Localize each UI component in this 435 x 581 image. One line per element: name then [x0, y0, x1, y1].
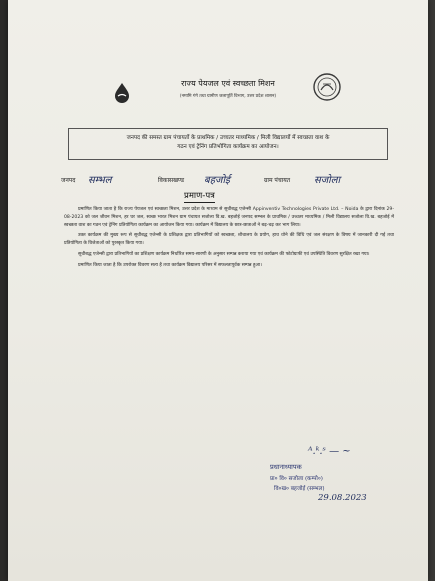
block-value: बहजोई [204, 175, 230, 186]
panchayat-label: ग्राम पंचायत [264, 177, 291, 184]
body-paragraph-4: प्रमाणित किया जाता है कि उपरोक्त विवरण सत्य है तथा कार्यक्रम विद्यालय परिसर में सफलतापूर्वक सम्पन्न हुआ। [78, 262, 262, 268]
subject-line-2: गठन एवं ट्रेनिंग प्रतिभोगिता कार्यक्रम का आयोजन। [177, 144, 279, 150]
header-subtitle: (नमामि गंगे तथा ग्रामीण जलापूर्ति विभाग, उत्तर प्रदेश शासन) [179, 94, 277, 99]
document-page [8, 0, 428, 581]
subject-box [68, 128, 388, 160]
panchayat-value: सजोला [314, 175, 341, 186]
background-right [428, 0, 435, 581]
signature-date: 29.08.2023 [318, 493, 367, 503]
background-left [0, 0, 8, 581]
body-paragraph-3: सूचीबद्ध एजेन्सी द्वारा प्रतिभागियों का प्रशिक्षण कार्यक्रम निर्धारित समय-सारणी के अनुसार सम्पन्न कराया गया एवं कार्यक्रम की फोटोग्राफी एवं उपस्थिति विवरण सुरक्षित रखा गया। [78, 251, 370, 257]
stamp-line-2: प्रा० वि० सजोला (कम्पो०) [270, 476, 323, 482]
certificate-title: प्रमाण-पत्र [184, 191, 215, 201]
certificate-body [64, 206, 394, 273]
block-label: विकासखण्ड [158, 177, 185, 184]
body-paragraph-2: उक्त कार्यक्रम की मुख्य रूप से सूचीबद्ध एजेन्सी के प्रशिक्षक द्वारा प्रतिभागियों को स्वच्छता, शौचालय के प्रयोग, हाथ धोने की विधि एवं जल संरक्षण के विषय में जानकारी दी गई तथा प्रतियोगिता के विजेताओं को पुरस्कृत किया गया। [64, 233, 394, 247]
district-value: सम्भल [88, 175, 112, 186]
header-title: राज्य पेयजल एवं स्वच्छता मिशन [181, 79, 275, 88]
signature: ᴬ.ᵏ.ˢ — ~ [308, 446, 351, 457]
subject-line-1: जनपद की समस्त ग्राम पंचायतों के प्राथमिक / उच्चतर माध्यमिक / मिली विद्यालयों में स्वच्छता वाश के [126, 135, 330, 141]
body-paragraph-1: प्रमाणित किया जाता है कि राज्य पेयजल एवं स्वच्छता मिशन, उत्तर प्रदेश के माध्यम से सूचीबद्ध एजेन्सी Appinventiv Technologies Private Ltd. – Noida के द्वारा दिनांक 29-08-2023 को जल जीवन मिशन, हर घर जल, स्वच्छ भारत मिशन ग्राम पंचायत सजोला वि.ख. बहजोई जनपद सम्भल के प्राथमिक / उच्चतर माध्यमिक / मिली विद्यालय सजोला वि.ख. बहजोई में स्वच्छता वाश का गठन एवं ट्रेनिंग प्रतियोगिता कार्यक्रम का आयोजन किया गया। कार्यक्रम में विद्यालय के छात्र-छात्राओं ने बढ़-चढ़ कर भाग लिया। [64, 207, 394, 228]
district-label: जनपद [61, 177, 76, 184]
stamp-line-1: प्रधानाध्यापक [270, 463, 302, 471]
water-drop-logo-icon [112, 82, 132, 104]
stamp-line-3: वि०ख० बहजोई (सम्भल) [274, 486, 325, 492]
